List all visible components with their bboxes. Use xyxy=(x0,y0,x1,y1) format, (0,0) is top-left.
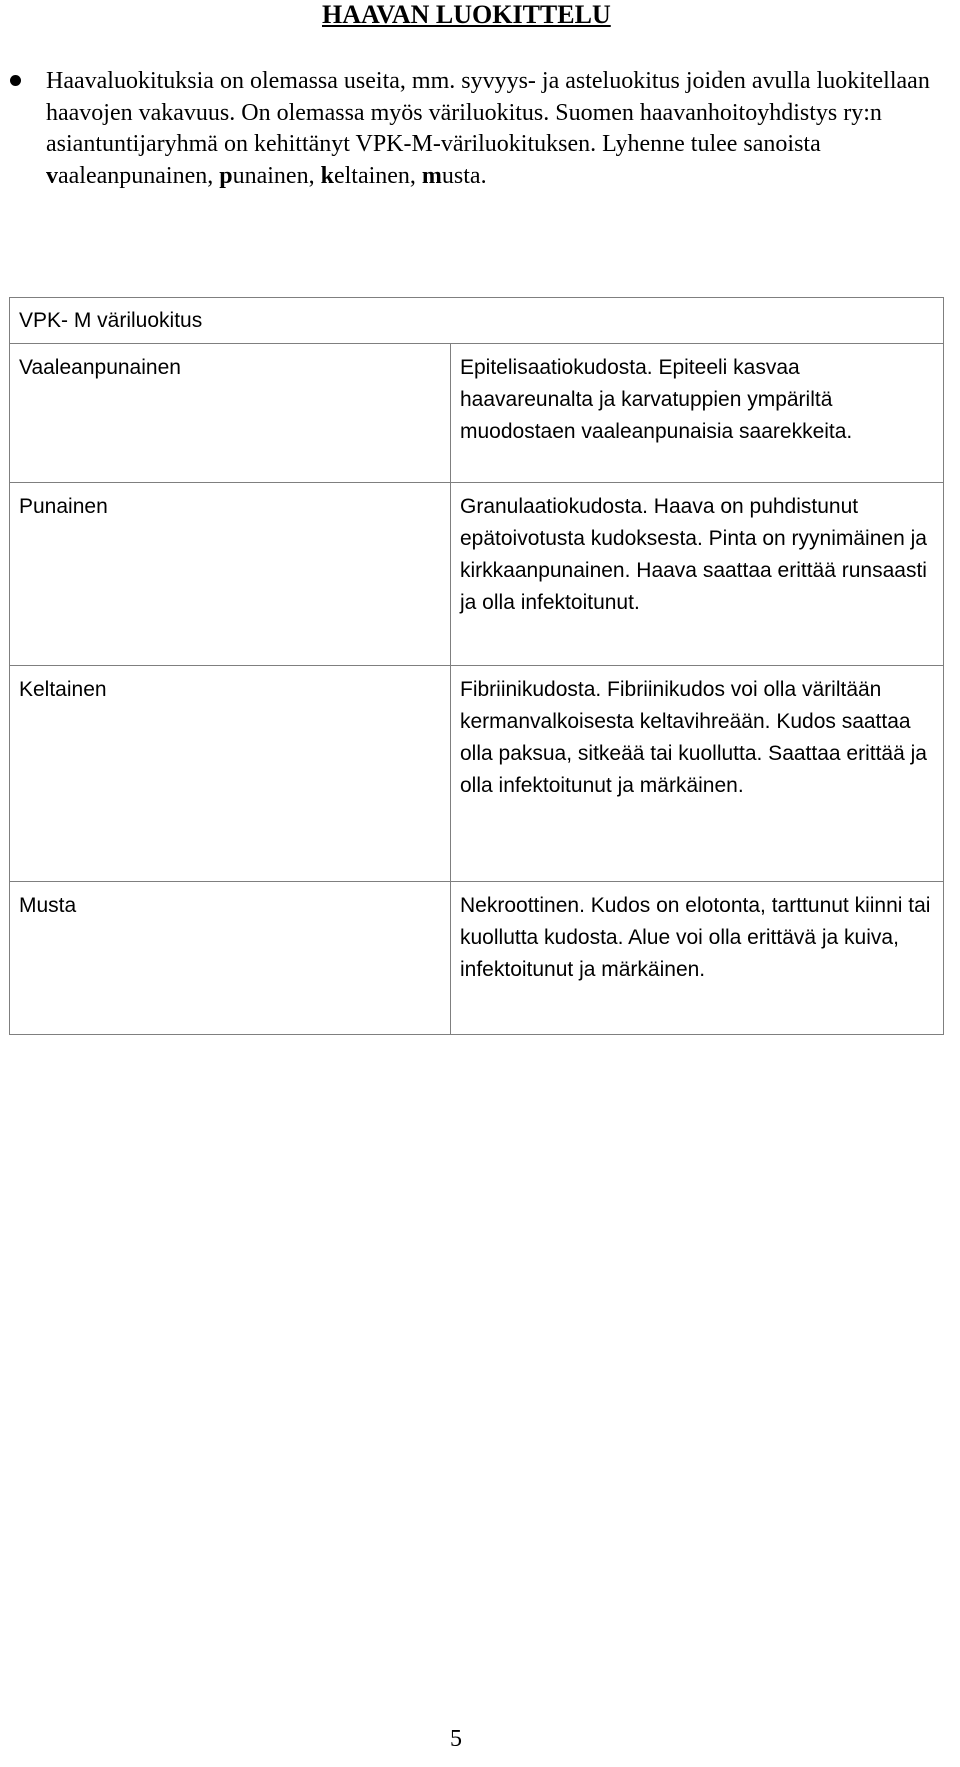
table-caption: VPK- M väriluokitus xyxy=(19,309,203,332)
table-row xyxy=(10,483,944,666)
description-cell xyxy=(451,344,944,483)
intro-text-segment: aaleanpunainen, xyxy=(58,162,220,189)
color-name: Punainen xyxy=(19,495,108,518)
vpk-m-classification-table xyxy=(9,297,944,1035)
color-cell xyxy=(10,344,451,483)
intro-text-segment-bold: v xyxy=(46,162,58,189)
color-description: Fibriinikudosta. Fibriinikudos voi olla väriltään kermanvalkoisesta keltavihreään. Kudos saattaa olla paksua, sitkeää tai kuollutta. Saattaa erittää ja olla infektoitunut ja märkäinen. xyxy=(460,678,927,797)
intro-text-segment: eltainen, xyxy=(333,162,422,189)
color-name: Musta xyxy=(19,894,77,917)
intro-paragraph xyxy=(46,66,940,192)
table-row xyxy=(10,344,944,483)
intro-text-segment-bold: k xyxy=(320,162,334,189)
description-cell xyxy=(451,666,944,882)
color-cell xyxy=(10,483,451,666)
intro-text-segment-bold: m xyxy=(421,162,442,189)
intro-text-segment: unainen, xyxy=(232,162,321,189)
color-description: Granulaatiokudosta. Haava on puhdistunut epätoivotusta kudoksesta. Pinta on ryynimäinen ja kirkkaanpunainen. Haava saattaa erittää runsaasti ja olla infektoitunut. xyxy=(460,495,927,614)
intro-text-segment: Haavaluokituksia on olemassa useita, mm. syvyys- ja asteluokitus joiden avulla luokitellaan haavojen vakavuus. On olemassa myös väriluokitus. Suomen haavanhoitoyhdistys ry:n asiantuntijaryhmä on kehittänyt VPK-M-väriluokituksen. Lyhenne tulee sanoista xyxy=(46,68,930,157)
description-cell xyxy=(451,882,944,1035)
intro-text-segment: usta. xyxy=(441,162,487,189)
description-cell xyxy=(451,483,944,666)
color-name: Keltainen xyxy=(19,678,107,701)
page-number: 5 xyxy=(450,1726,462,1752)
color-cell xyxy=(10,666,451,882)
page-title: HAAVAN LUOKITTELU xyxy=(322,0,611,29)
color-name: Vaaleanpunainen xyxy=(19,356,181,379)
color-cell xyxy=(10,882,451,1035)
color-description: Nekroottinen. Kudos on elotonta, tarttunut kiinni tai kuollutta kudosta. Alue voi olla erittävä ja kuiva, infektoitunut ja märkäinen. xyxy=(460,894,931,981)
color-description: Epitelisaatiokudosta. Epiteeli kasvaa haavareunalta ja karvatuppien ympäriltä muodostaen vaaleanpunaisia saarekkeita. xyxy=(460,356,853,443)
table-caption-cell xyxy=(10,298,944,344)
bullet-dot-icon xyxy=(10,75,21,86)
table-row xyxy=(10,666,944,882)
intro-text-segment-bold: p xyxy=(219,162,233,189)
table-caption-row xyxy=(10,298,944,344)
table-row xyxy=(10,882,944,1035)
